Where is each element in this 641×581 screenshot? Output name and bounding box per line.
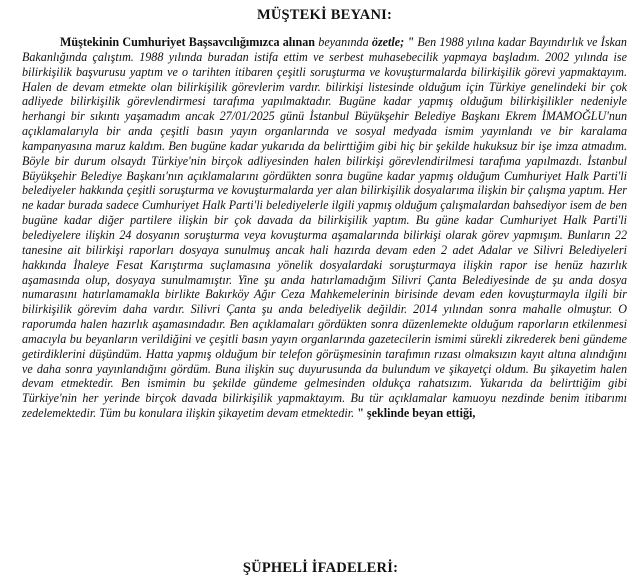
statement-quote-part3: Bu güne kadar Cumhuriyet Halk Parti'li belediyelere ilişkin 24 dosyanın soruşturma veya kovuşturma aşamalarında bilirkişi olarak görev yapmışım. Bunların 22 tanesine ait bilirkişi raporları dosyaya sunulmuş ancak hali hazırda devam eden 2 adet Adalar ve Silivri Belediyeleri hakkında İhaleye Fesat Karıştırma suçlamasına yönelik dosyalardaki soruşturmaya ilişkin rapor ise henüz hazırlık aşamasında olup, dosyaya sunulmamıştır. Yine şu anda hatırlamadığım Silivri Çanta Belediyesinde de şu anda dosya numarasını hatırlamamakla birlikte Bakırköy Ağır Ceza Mahkemelerinin birisinde devam eden kovuşturmayla ilgili bir bilirkişilik görevim daha vardır. Silivri Çanta şu anda belediyelik değildir. 2014 yılından sonra mahalle olmuştur. O raporumda halen hazırlık aşamasındadır. Ben açıklamaları gördükten sonra düzenlemekte olduğum raporların etkilenmesi amacıyla bu beyanların verildiğini ve çeşitli basın yayın organlarında gazetecilerin ismimi sürekli zikrederek beni gündeme getirdiklerini düşündüm. Hatta yapmış olduğum bir telefon görüşmesinin tarafımın rızası olmaksızın kayıt altına alındığını ve daha sonra yayınlandığını gördüm. Buna ilişkin suç duyurusunda da bulundum ve şikayetçi oldum. Bu şikayetim halen devam etmektedir. Ben ismimin bu şekilde gündeme gelmesinden oldukça rahatsızım. Yukarıda da belirttiğim gibi Türkiye'nin her yerinde birçok davada bilirkişilik yapmaktayım. Bu tür açıklamalar kamuoyu nezdinde benim itibarımı zedelemektedir. Tüm bu konulara ilişkin şikayetim devam etmektedir. xyxy=(22,213,627,421)
complainant-statement xyxy=(22,35,627,421)
next-section-title: ŞÜPHELİ İFADELERİ: xyxy=(242,560,399,576)
statement-closing: " şeklinde beyan ettiği, xyxy=(357,406,476,421)
section-title: MÜŞTEKİ BEYANI: xyxy=(256,7,392,23)
statement-intro: beyanında xyxy=(315,35,372,49)
statement-quote-part1: Ben 1988 yılına kadar Bayındırlık ve İskan Bakanlığında çalıştım. 1988 yılında buradan istifa ettim ve serbest muhasebecilik yapmaya başladım. 2002 yılında ise bilirkişilik başvurusu yaptım ve o tarihten itibaren çeşitli soruşturma ve kovuşturmalarda bilirkişilik görevi yapmaktayım. Halen de devam etmekte olan bilirkişilik görevlerim vardır. bilirkişi listesinde olduğum için Türkiye genelindeki bir çok adliyede bilirkişilik görevlendirmesi tarafıma yapılmaktadır. xyxy=(22,35,627,109)
statement-lead: Müştekinin Cumhuriyet Başsavcılığımızca alınan xyxy=(60,35,316,49)
statement-quote-part2: Bugüne kadar yapmış olduğum bilirkişilikler nedeniyle herhangi bir sıkıntı yaşamadım ancak 27/01/2025 günü İstanbul Büyükşehir Belediye Başkanı Ekrem İMAMOĞLU'nun açıklamalarıyla bir anda çeşitli basın yayın organlarında ve sosyal medyada ismim yayınlandı ve bir karalama kampanyasına maruz kaldım. Ben bugüne kadar yukarıda da belirttiğim gibi hiç bir şekilde hukuksuz bir işe imza atmadım. Böyle bir durum olsaydı Türkiye'nin birçok adliyesinden halen bilirkişi görevlendirilmesi tarafıma yapılmazdı. İstanbul Büyükşehir Belediye Başkanı'nın açıklamalarını gördükten sonra bugüne kadar yapmış olduğum Cumhuriyet Halk Parti'li belediyeler hakkında çeşitli soruşturma ve kovuşturmalarda yer alan bilirkişilik dosyalarıma ilişkin bir çalışma yaptım. Her ne kadar burada sadece Cumhuriyet Halk Parti'li belediyelerle ilgili yapmış olduğum çalışmalardan bahsediyor isem de ben bugüne kadar diğer partilere ilişkin bir çok davada da bilirkişilik yaptım. xyxy=(22,94,627,228)
statement-ozetle: özetle; " xyxy=(371,35,415,49)
